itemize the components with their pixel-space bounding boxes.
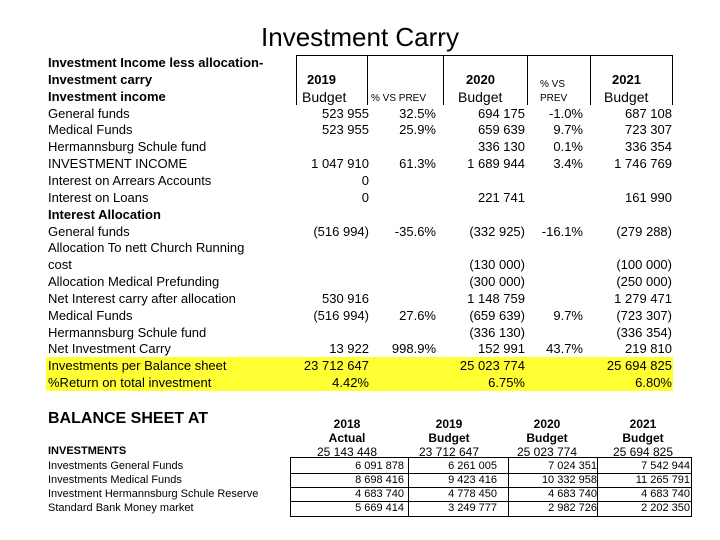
bs-item-value: 9 423 416 <box>448 474 497 486</box>
row-label: %Return on total investment <box>48 375 212 391</box>
row-label: Hermannsburg Schule fund <box>48 139 207 155</box>
cell-c2021: (279 288) <box>616 223 672 239</box>
cell-c2021: (100 000) <box>616 257 672 273</box>
cell-p1: 998.9% <box>391 341 436 357</box>
bs-sub-header: Budget <box>526 431 568 445</box>
cell-p2: -1.0% <box>549 105 583 121</box>
row-label: Net Interest carry after allocation <box>48 290 236 306</box>
header-2019-year: 2019 <box>307 72 336 87</box>
cell-c2020: 6.75% <box>488 375 525 391</box>
row-label: INVESTMENT INCOME <box>48 156 188 172</box>
row-label: Medical Funds <box>48 307 133 323</box>
row-label: Interest on Loans <box>48 189 149 205</box>
bs-item-value: 6 261 005 <box>448 460 497 472</box>
col-divider-2 <box>367 55 368 105</box>
col-divider-5 <box>590 55 591 105</box>
header-2020-year: 2020 <box>466 72 495 87</box>
cell-c2021: 723 307 <box>625 122 672 138</box>
cell-c2021: 25 694 825 <box>606 358 672 374</box>
bs-year-header: 2020 <box>533 417 561 431</box>
bs-total: 25 143 448 <box>316 445 378 459</box>
row-label: Hermannsburg Schule fund <box>48 324 207 340</box>
cell-p2: 9.7% <box>553 307 583 323</box>
bs-item-value: 4 683 740 <box>355 488 404 500</box>
bs-item-value: 8 698 416 <box>355 474 404 486</box>
bs-item-value: 2 982 726 <box>548 502 597 514</box>
page-title: Investment Carry <box>261 22 459 52</box>
top-border-right <box>296 55 673 56</box>
investments-heading: INVESTMENTS <box>48 445 127 457</box>
col-divider-1 <box>296 55 297 105</box>
bs-year-header: 2021 <box>629 417 657 431</box>
bs-item-label: Standard Bank Money market <box>48 502 194 514</box>
col-divider-4 <box>527 55 528 105</box>
row-label: cost <box>48 257 72 273</box>
cell-c2021: 219 810 <box>625 341 672 357</box>
cell-c2020: (300 000) <box>469 274 525 290</box>
row-label: Allocation To nett Church Running <box>48 240 245 256</box>
row-label: Investment Income less allocation- <box>48 55 264 70</box>
cell-c2020: 1 689 944 <box>467 156 525 172</box>
cell-p2: 0.1% <box>553 139 583 155</box>
cell-c2019: 523 955 <box>322 105 369 121</box>
cell-c2019: 1 047 910 <box>311 156 369 172</box>
cell-c2019: 523 955 <box>322 122 369 138</box>
cell-c2020: 694 175 <box>478 105 525 121</box>
bs-item-value: 2 202 350 <box>641 502 690 514</box>
cell-c2021: (336 354) <box>616 324 672 340</box>
balance-sheet-title: BALANCE SHEET AT <box>48 410 208 427</box>
cell-c2019: (516 994) <box>313 307 369 323</box>
cell-c2020: 25 023 774 <box>459 358 525 374</box>
cell-p2: 3.4% <box>553 156 583 172</box>
bs-sub-header: Actual <box>328 431 366 445</box>
cell-c2021: (250 000) <box>616 274 672 290</box>
cell-c2020: 1 148 759 <box>467 290 525 306</box>
row-label: General funds <box>48 223 130 239</box>
cell-p2: 9.7% <box>553 122 583 138</box>
row-label: Investments per Balance sheet <box>48 358 227 374</box>
cell-c2021: 687 108 <box>625 105 672 121</box>
cell-c2020: (332 925) <box>469 223 525 239</box>
header-pct2-line1: % VS <box>540 79 566 90</box>
header-pct2-line2: PREV <box>540 93 568 104</box>
col-divider-3 <box>443 55 444 105</box>
bs-item-value: 7 024 351 <box>548 460 597 472</box>
bs-sub-header: Budget <box>622 431 664 445</box>
cell-c2019: 0 <box>361 189 369 205</box>
cell-p1: 61.3% <box>399 156 436 172</box>
bs-item-label: Investments Medical Funds <box>48 474 182 486</box>
cell-c2020: (336 130) <box>469 324 525 340</box>
header-2020-sub: Budget <box>458 89 503 105</box>
bs-sub-header: Budget <box>428 431 470 445</box>
cell-c2020: (130 000) <box>469 257 525 273</box>
cell-c2021: 1 279 471 <box>614 290 672 306</box>
bs-total: 25 023 774 <box>516 445 578 459</box>
row-label: Investment income <box>48 88 166 104</box>
header-pct1: % VS PREV <box>371 93 427 104</box>
cell-c2021: 161 990 <box>625 189 672 205</box>
bs-item-value: 4 683 740 <box>641 488 690 500</box>
bs-item-value: 5 669 414 <box>355 502 404 514</box>
header-2021-year: 2021 <box>612 72 641 87</box>
bs-item-value: 6 091 878 <box>355 460 404 472</box>
cell-c2019: 13 922 <box>329 341 369 357</box>
bs-year-header: 2019 <box>435 417 463 431</box>
bs-item-value: 4 778 450 <box>448 488 497 500</box>
header-2019-sub: Budget <box>302 89 347 105</box>
cell-c2019: 530 916 <box>322 290 369 306</box>
bs-item-value: 7 542 944 <box>641 460 690 472</box>
cell-p1: 27.6% <box>399 307 436 323</box>
cell-c2020: 152 991 <box>478 341 525 357</box>
row-label: Allocation Medical Prefunding <box>48 274 220 290</box>
cell-p2: -16.1% <box>541 223 583 239</box>
cell-c2019: 23 712 647 <box>303 358 369 374</box>
cell-c2021: 6.80% <box>635 375 672 391</box>
cell-c2020: 659 639 <box>478 122 525 138</box>
row-label: Investment carry <box>48 71 153 87</box>
cell-c2019: (516 994) <box>313 223 369 239</box>
cell-c2021: 1 746 769 <box>614 156 672 172</box>
header-2021-sub: Budget <box>604 89 649 105</box>
cell-c2019: 0 <box>361 172 369 188</box>
cell-c2020: 336 130 <box>478 139 525 155</box>
bs-total: 25 694 825 <box>612 445 674 459</box>
row-label: Interest Allocation <box>48 206 161 222</box>
cell-p2: 43.7% <box>546 341 583 357</box>
cell-c2020: 221 741 <box>478 189 525 205</box>
cell-c2021: (723 307) <box>616 307 672 323</box>
row-label: Interest on Arrears Accounts <box>48 172 212 188</box>
bs-item-label: Investment Hermannsburg Schule Reserve <box>48 488 259 500</box>
bs-item-value: 4 683 740 <box>548 488 597 500</box>
bs-item-value: 3 249 777 <box>448 502 497 514</box>
cell-c2019: 4.42% <box>332 375 369 391</box>
cell-p1: 32.5% <box>399 105 436 121</box>
bs-item-value: 10 332 958 <box>541 474 597 486</box>
bs-item-value: 11 265 791 <box>635 474 690 486</box>
cell-p1: 25.9% <box>399 122 436 138</box>
row-label: Net Investment Carry <box>48 341 171 357</box>
col-divider-6 <box>672 55 673 105</box>
bs-total: 23 712 647 <box>418 445 480 459</box>
cell-c2020: (659 639) <box>469 307 525 323</box>
cell-c2021: 336 354 <box>625 139 672 155</box>
row-label: General funds <box>48 105 130 121</box>
row-label: Medical Funds <box>48 122 133 138</box>
bs-year-header: 2018 <box>333 417 361 431</box>
bs-item-label: Investments General Funds <box>48 460 184 472</box>
cell-p1: -35.6% <box>394 223 436 239</box>
